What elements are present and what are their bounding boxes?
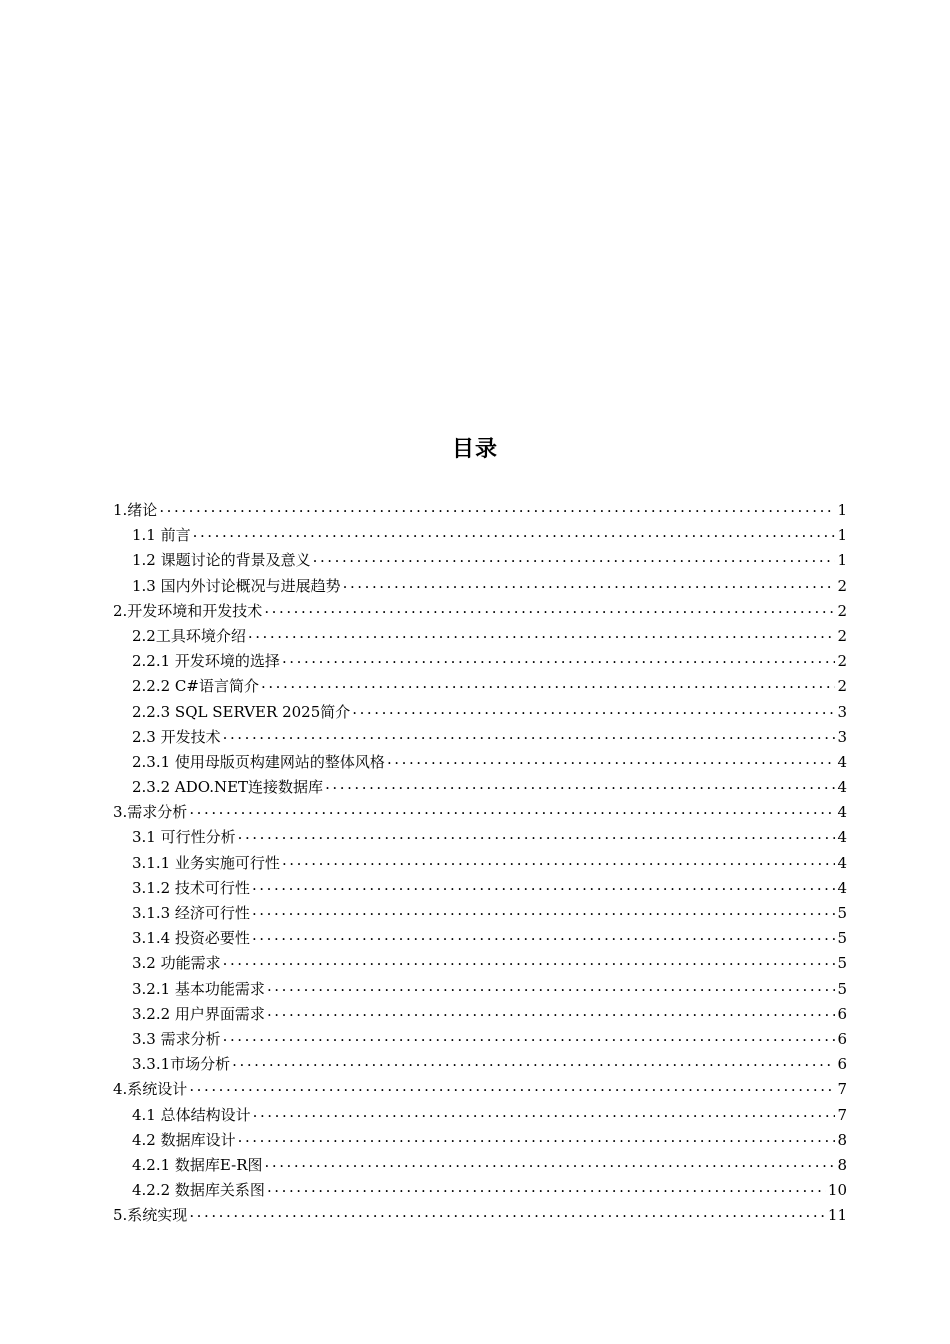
toc-title: 目录 <box>451 437 498 462</box>
toc-entry-text: 1.1 前言 <box>132 526 191 545</box>
toc-dot-leader <box>325 772 835 797</box>
toc-page-number: 3 <box>837 702 847 721</box>
toc-dot-leader <box>189 1074 835 1099</box>
toc-dot-leader <box>189 797 835 822</box>
toc-dot-leader <box>282 646 836 671</box>
toc-page-number: 6 <box>837 1029 847 1048</box>
toc-page-number: 4 <box>837 803 847 822</box>
toc-entry-text: 3.3.1市场分析 <box>132 1055 231 1074</box>
toc-dot-leader <box>159 495 835 520</box>
toc-page-number: 2 <box>837 626 847 645</box>
toc-dot-leader <box>223 722 836 747</box>
toc-entry-text: 3.2.1 基本功能需求 <box>132 979 265 998</box>
toc-entry-text: 2.开发环境和开发技术 <box>113 601 263 620</box>
toc-page-number: 1 <box>837 551 847 570</box>
toc-entry-text: 3.2 功能需求 <box>132 954 221 973</box>
toc-entry-text: 3.1 可行性分析 <box>132 828 236 847</box>
toc-dot-leader <box>261 671 835 696</box>
toc-page-number: 11 <box>827 1206 847 1225</box>
toc-entry-text: 4.2 数据库设计 <box>132 1130 236 1149</box>
toc-page-number: 4 <box>837 828 847 847</box>
toc-page-number: 10 <box>827 1181 847 1200</box>
toc-dot-leader <box>223 1024 836 1049</box>
toc-entry-text: 2.2.1 开发环境的选择 <box>132 652 280 671</box>
toc-dot-leader <box>252 873 836 898</box>
toc-entry-text: 4.2.2 数据库关系图 <box>132 1181 265 1200</box>
toc-dot-leader <box>238 822 836 847</box>
toc-entry-text: 3.1.3 经济可行性 <box>132 904 250 922</box>
toc-page-number: 8 <box>837 1155 847 1174</box>
toc-page-number: 4 <box>837 853 847 872</box>
toc-entry-text: 3.1.4 投资必要性 <box>132 929 250 948</box>
toc-entry-text: 2.3.2 ADO.NET连接数据库 <box>132 778 324 797</box>
toc-dot-leader <box>248 621 836 646</box>
toc-dot-leader <box>267 1175 826 1200</box>
toc-page-number: 6 <box>837 1055 847 1074</box>
toc-page-number: 2 <box>837 677 847 696</box>
toc-page-number: 5 <box>837 979 847 998</box>
toc-dot-leader <box>343 571 836 596</box>
toc-page-number: 7 <box>837 1080 847 1099</box>
toc-page-number: 8 <box>837 1130 847 1149</box>
toc-entry-text: 4.2.1 数据库E-R图 <box>132 1155 263 1174</box>
toc-dot-leader <box>238 1125 836 1150</box>
toc-entry-text: 5.系统实现 <box>113 1206 188 1225</box>
toc-entry-text: 1.绪论 <box>113 501 158 519</box>
toc-entry-text: 4.系统设计 <box>113 1080 188 1099</box>
toc-entry[interactable] <box>113 1203 847 1228</box>
toc-dot-leader <box>282 848 836 873</box>
toc-page-number: 1 <box>837 501 847 519</box>
toc-page-number: 4 <box>837 878 847 897</box>
toc-page-number: 2 <box>837 652 847 671</box>
toc-page-number: 4 <box>837 778 847 797</box>
toc-entry-text: 2.3 开发技术 <box>132 727 221 746</box>
toc-page-number: 3 <box>837 727 847 746</box>
toc-entry-text: 3.需求分析 <box>113 803 188 822</box>
toc-dot-leader <box>267 999 836 1024</box>
toc-dot-leader <box>352 697 835 722</box>
toc-dot-leader <box>387 747 836 772</box>
toc-entry-text: 1.3 国内外讨论概况与进展趋势 <box>132 576 341 595</box>
toc-entry-text: 1.2 课题讨论的背景及意义 <box>132 551 311 570</box>
toc-entry-text: 4.1 总体结构设计 <box>132 1105 251 1124</box>
toc-entry-text: 2.2工具环境介绍 <box>132 626 246 645</box>
toc-entry-text: 3.1.1 业务实施可行性 <box>132 853 280 872</box>
toc-page-number: 5 <box>837 929 847 948</box>
toc-page-number: 2 <box>837 601 847 620</box>
toc-page-number: 7 <box>837 1105 847 1124</box>
toc-page-number: 5 <box>837 954 847 973</box>
toc-entry-text: 2.2.2 C#语言简介 <box>132 677 259 696</box>
toc-entry-text: 2.2.3 SQL SERVER 2025简介 <box>132 702 351 721</box>
toc-page-number: 5 <box>837 904 847 922</box>
toc-dot-leader <box>313 545 836 570</box>
toc-page-number: 6 <box>837 1004 847 1023</box>
toc-page-number: 4 <box>837 752 847 771</box>
toc-entry-text: 3.2.2 用户界面需求 <box>132 1004 265 1023</box>
toc-dot-leader <box>252 923 836 948</box>
toc-dot-leader <box>189 1200 826 1225</box>
toc-entry-text: 2.3.1 使用母版页构建网站的整体风格 <box>132 752 385 771</box>
toc-dot-leader <box>223 948 836 973</box>
toc-dot-leader <box>265 1150 836 1175</box>
toc-entry-text: 3.1.2 技术可行性 <box>132 878 250 897</box>
toc-page-number: 2 <box>837 576 847 595</box>
table-of-contents <box>113 498 847 1228</box>
toc-dot-leader <box>253 1100 836 1125</box>
toc-page-number: 1 <box>837 526 847 545</box>
toc-dot-leader <box>232 1049 835 1074</box>
toc-dot-leader <box>252 898 836 923</box>
toc-dot-leader <box>193 520 836 545</box>
toc-entry-text: 3.3 需求分析 <box>132 1029 221 1048</box>
toc-dot-leader <box>264 596 835 621</box>
toc-dot-leader <box>267 974 836 999</box>
